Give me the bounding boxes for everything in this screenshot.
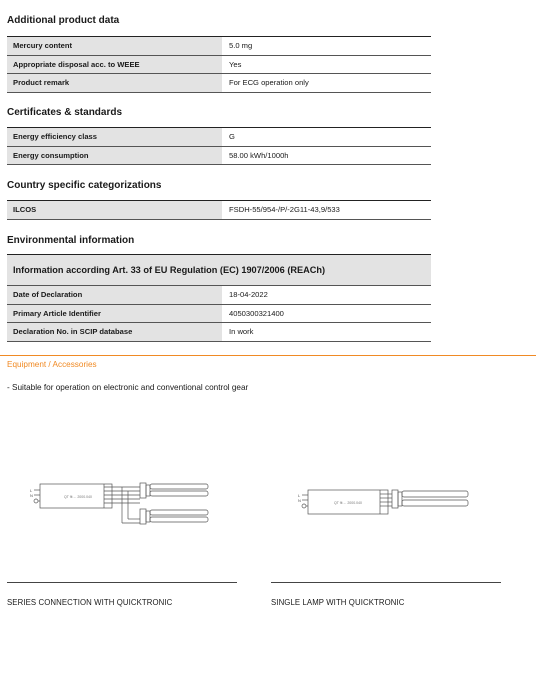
additional-table (7, 36, 431, 93)
series-connection-diagram (18, 475, 218, 530)
table-row (7, 128, 431, 147)
svg-text:L: L (30, 488, 33, 493)
row-value: 5.0 mg (222, 37, 431, 55)
row-value: Yes (222, 56, 431, 74)
section-title-country: Country specific categorizations (7, 180, 162, 191)
row-key: Mercury content (7, 37, 222, 55)
row-key: Product remark (7, 74, 222, 92)
row-value: In work (222, 323, 431, 341)
country-table (7, 200, 431, 220)
ballast-label: QT fit ... 2000.040 (64, 495, 92, 499)
section-title-environmental: Environmental information (7, 235, 135, 246)
table-row (7, 323, 431, 342)
ballast-label: QT fit ... 2000.040 (334, 501, 362, 505)
caption-rule-right (271, 582, 501, 583)
equipment-note: - Suitable for operation on electronic and conventional control gear (7, 383, 249, 392)
table-row (7, 286, 431, 305)
caption-rule-left (7, 582, 237, 583)
row-value: 58.00 kWh/1000h (222, 147, 431, 165)
certificates-table (7, 127, 431, 165)
row-key: Primary Article Identifier (7, 305, 222, 323)
table-row (7, 37, 431, 56)
reach-heading: Information according Art. 33 of EU Regulation (EC) 1907/2006 (REACh) (7, 254, 431, 286)
section-divider (0, 355, 536, 356)
caption-series-connection: SERIES CONNECTION WITH QUICKTRONIC (7, 598, 173, 607)
table-row (7, 201, 431, 220)
single-lamp-diagram (290, 480, 490, 525)
svg-text:N: N (30, 493, 33, 498)
svg-text:L: L (298, 493, 301, 498)
row-key: Energy consumption (7, 147, 222, 165)
row-value: G (222, 128, 431, 146)
table-row (7, 305, 431, 324)
caption-single-lamp: SINGLE LAMP WITH QUICKTRONIC (271, 598, 405, 607)
equipment-title: Equipment / Accessories (7, 360, 97, 369)
row-key: Declaration No. in SCIP database (7, 323, 222, 341)
row-value: FSDH-55/954-/P/-2G11-43,9/533 (222, 201, 431, 219)
table-row (7, 147, 431, 166)
row-key: ILCOS (7, 201, 222, 219)
row-value: For ECG operation only (222, 74, 431, 92)
table-row (7, 74, 431, 93)
svg-text:N: N (298, 498, 301, 503)
row-key: Appropriate disposal acc. to WEEE (7, 56, 222, 74)
section-title-additional: Additional product data (7, 15, 120, 26)
row-value: 18-04-2022 (222, 286, 431, 304)
row-key: Energy efficiency class (7, 128, 222, 146)
row-key: Date of Declaration (7, 286, 222, 304)
section-title-certificates: Certificates & standards (7, 107, 123, 118)
table-row (7, 56, 431, 75)
row-value: 4050300321400 (222, 305, 431, 323)
environmental-table (7, 286, 431, 342)
